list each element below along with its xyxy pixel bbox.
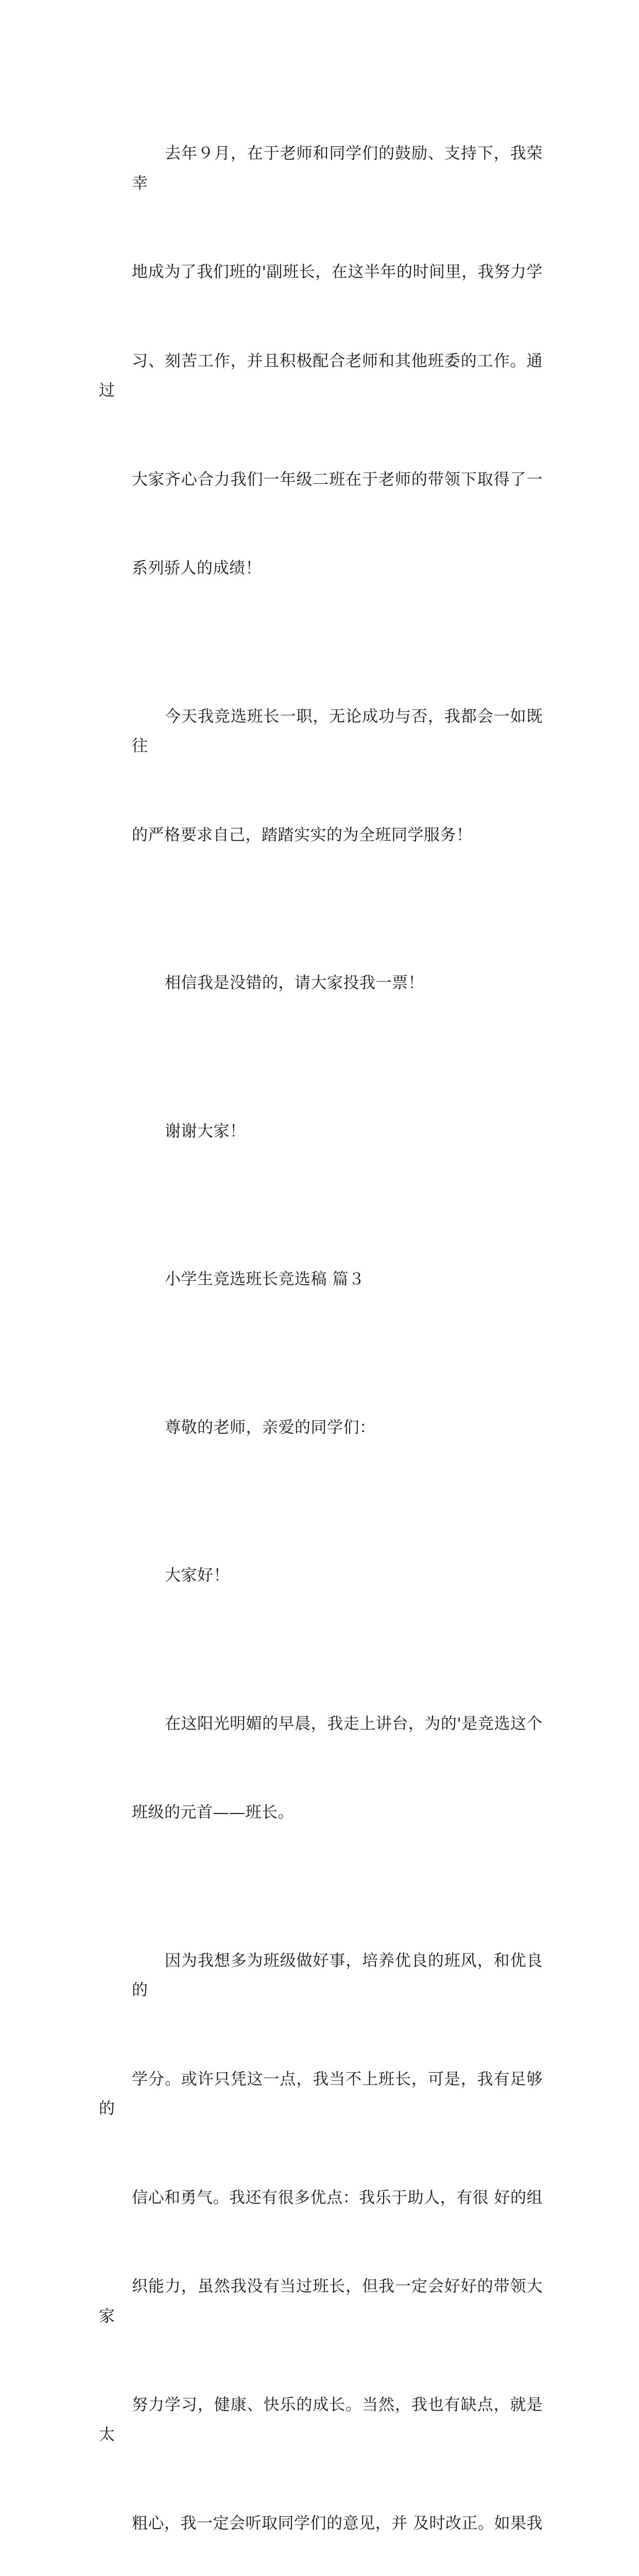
text-line: 学分。或许只凭这一点，我当不上班长，可是，我有足够的	[99, 2065, 543, 2124]
text-line: 努力学习，健康、快乐的成长。当然，我也有缺点，就是太	[99, 2391, 543, 2450]
text-line: 信心和勇气。我还有很多优点：我乐于助人，有很 好的组	[99, 2183, 543, 2213]
paragraph-opening	[99, 1650, 543, 1887]
text-line: 今天我竞选班长一职，无论成功与否，我都会一如既往	[99, 702, 543, 761]
text-line: 的严格要求自己，踏踏实实的为全班同学服务！	[99, 821, 543, 851]
paragraph-intro-achievements	[99, 80, 543, 643]
paragraph-salutation	[99, 1354, 543, 1502]
text-line: 在这阳光明媚的早晨，我走上讲台，为的'是竞选这个	[99, 1709, 543, 1739]
text-line: 习、刻苦工作，并且积极配合老师和其他班委的工作。通过	[99, 347, 543, 406]
paragraph-thanks	[99, 1058, 543, 1206]
paragraph-reasons	[99, 1887, 543, 2576]
text-line: 地成为了我们班的'副班长，在这半年的时间里，我努力学	[99, 258, 543, 287]
text-line: 班级的元首——班长。	[99, 1798, 543, 1828]
text-line: 大家好！	[99, 1561, 543, 1591]
text-line: 谢谢大家！	[99, 1117, 543, 1147]
text-line: 粗心，我一定会听取同学们的意见，并 及时改正。如果我	[99, 2509, 543, 2539]
document-page	[99, 80, 543, 2576]
text-line: 系列骄人的成绩！	[99, 554, 543, 584]
section-heading	[99, 1206, 543, 1354]
text-line: 相信我是没错的，请大家投我一票！	[99, 969, 543, 998]
text-line: 织能力，虽然我没有当过班长，但我一定会好好的带领大家	[99, 2272, 543, 2331]
paragraph-greeting	[99, 1502, 543, 1650]
text-line: 尊敬的老师，亲爱的同学们：	[99, 1413, 543, 1443]
text-line: 去年９月，在于老师和同学们的鼓励、支持下，我荣幸	[99, 139, 543, 198]
paragraph-campaign-commitment	[99, 643, 543, 910]
text-line: 大家齐心合力我们一年级二班在于老师的带领下取得了一	[99, 465, 543, 495]
paragraph-vote-request	[99, 909, 543, 1058]
text-line: 小学生竞选班长竞选稿 篇３	[99, 1265, 543, 1295]
text-line: 因为我想多为班级做好事，培养优良的班风，和优良的	[99, 1946, 543, 2006]
